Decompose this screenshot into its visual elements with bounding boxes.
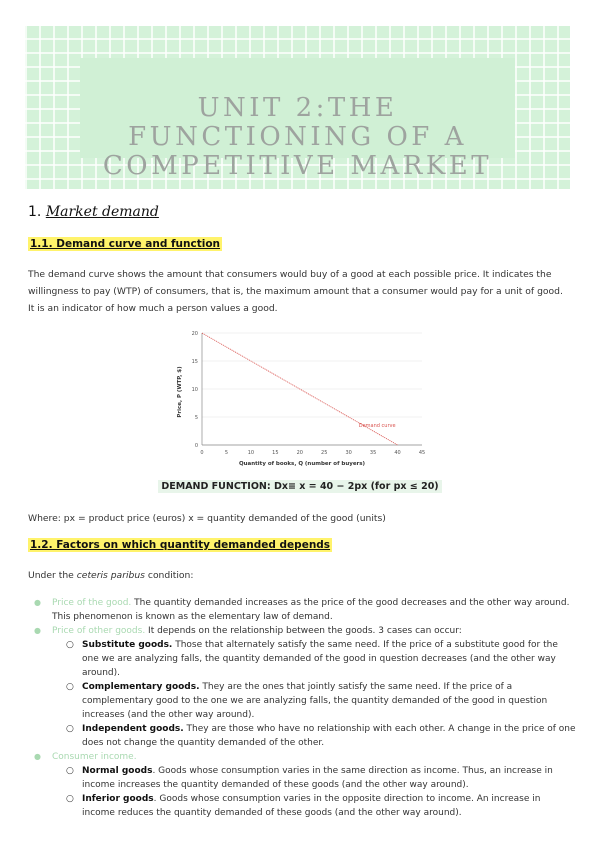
series-label-demand-curve: Demand curve [358, 423, 396, 430]
y-tick-label: 10 [191, 387, 198, 393]
item-term: Substitute goods. [82, 640, 173, 650]
item-term: Inferior goods [82, 794, 154, 804]
income-goods-list [52, 764, 576, 820]
factor-consumer-income [40, 750, 576, 820]
demand-function-text: DEMAND FUNCTION: Dx≡ x = 40 − 2px (for px ≤ 20) [158, 480, 441, 493]
factor-price-of-good [40, 596, 576, 624]
demand-curve-chart [175, 325, 430, 473]
x-tick-label: 5 [224, 450, 229, 456]
title-panel [80, 58, 515, 181]
factors-list [40, 596, 576, 820]
unit-title-line-3: COMPETITIVE MARKET [102, 151, 493, 181]
section-1-2-heading: 1.2. Factors on which quantity demanded depends [30, 539, 331, 551]
section-1-title: Market demand [45, 204, 159, 220]
list-item-inferior-goods [70, 792, 576, 820]
paragraph-line-3: It is an indicator of how much a person values a good. [28, 303, 278, 314]
x-axis-label: Quantity of books, Q (number of buyers) [238, 461, 366, 467]
y-tick-label: 20 [191, 331, 198, 337]
item-term: Complementary goods. [82, 682, 200, 692]
factor-text: It depends on the relationship between the goods. 3 cases can occur: [145, 626, 462, 636]
unit-title-line-2: FUNCTIONING OF A [128, 122, 467, 152]
factor-price-of-other-goods [40, 624, 576, 750]
list-item-substitute-goods [70, 638, 576, 680]
item-term: Independent goods. [82, 724, 184, 734]
x-tick-label: 0 [200, 450, 204, 456]
item-text: . Goods whose consumption varies in the same direction as income. Thus, an increase in income increases the quantity demanded of these goods (and the other way around). [82, 766, 553, 790]
ceteris-paribus-line [28, 570, 193, 581]
x-tick-labels [200, 450, 425, 456]
item-term: Normal goods [82, 766, 153, 776]
x-tick-label: 25 [321, 450, 328, 456]
item-text: They are those who have no relationship with each other. A change in the price of one does not change the quantity demanded of the other. [82, 724, 576, 748]
list-item-independent-goods [70, 722, 576, 750]
x-tick-label: 40 [394, 450, 401, 456]
section-1-heading [28, 204, 159, 220]
title-banner [25, 26, 570, 189]
x-tick-label: 35 [369, 450, 377, 456]
section-1-number: 1. [28, 204, 42, 220]
related-goods-list [52, 638, 576, 750]
item-text: They are the ones that jointly satisfy the same need. If the price of a complementary good to the one we are analyzing falls, the quantity demanded of the good in question increases (and the other way around). [82, 682, 548, 720]
paragraph-line-2: willingness to pay (WTP) of consumers, that is, the maximum amount that a consumer would pay for a unit of good. [28, 286, 563, 297]
y-tick-label: 5 [194, 415, 198, 421]
section-1-1-heading: 1.1. Demand curve and function [30, 238, 221, 250]
where-text: Where: px = product price (euros) x = quantity demanded of the good (units) [28, 513, 386, 524]
x-tick-label: 30 [345, 450, 352, 456]
paragraph-line-1: The demand curve shows the amount that consumers would buy of a good at each possible price. It indicates the [28, 269, 552, 280]
item-text: Those that alternately satisfy the same need. If the price of a substitute good for the one we are analyzing falls, the quantity demanded of the good in question decreases (and the other way around). [82, 640, 558, 678]
demand-function-line [0, 481, 600, 492]
condition-prefix: Under the [28, 570, 77, 581]
x-tick-label: 15 [272, 450, 279, 456]
y-axis-label: Price, P (WTP, $) [177, 366, 183, 418]
item-text: . Goods whose consumption varies in the opposite direction to income. An increase in income reduces the quantity demanded of these goods (and the other way around). [82, 794, 541, 818]
x-tick-label: 20 [296, 450, 303, 456]
factor-term: Consumer income. [52, 752, 137, 762]
y-tick-labels [192, 331, 198, 449]
condition-italic: ceteris paribus [76, 570, 145, 581]
factor-term: Price of the good. [52, 598, 132, 608]
unit-title-line-1: UNIT 2:THE [197, 93, 398, 123]
condition-suffix: condition: [144, 570, 194, 581]
y-tick-label: 0 [194, 443, 198, 449]
list-item-normal-goods [70, 764, 576, 792]
list-item-complementary-goods [70, 680, 576, 722]
factor-term: Price of other goods. [52, 626, 146, 636]
y-tick-label: 15 [191, 359, 198, 365]
x-tick-label: 45 [418, 450, 426, 456]
factor-text: The quantity demanded increases as the price of the good decreases and the other way around. This phenomenon is known as the elementary law of demand. [52, 598, 570, 622]
x-tick-label: 10 [247, 450, 255, 456]
demand-curve-paragraph [28, 266, 573, 317]
unit-title [80, 94, 515, 181]
